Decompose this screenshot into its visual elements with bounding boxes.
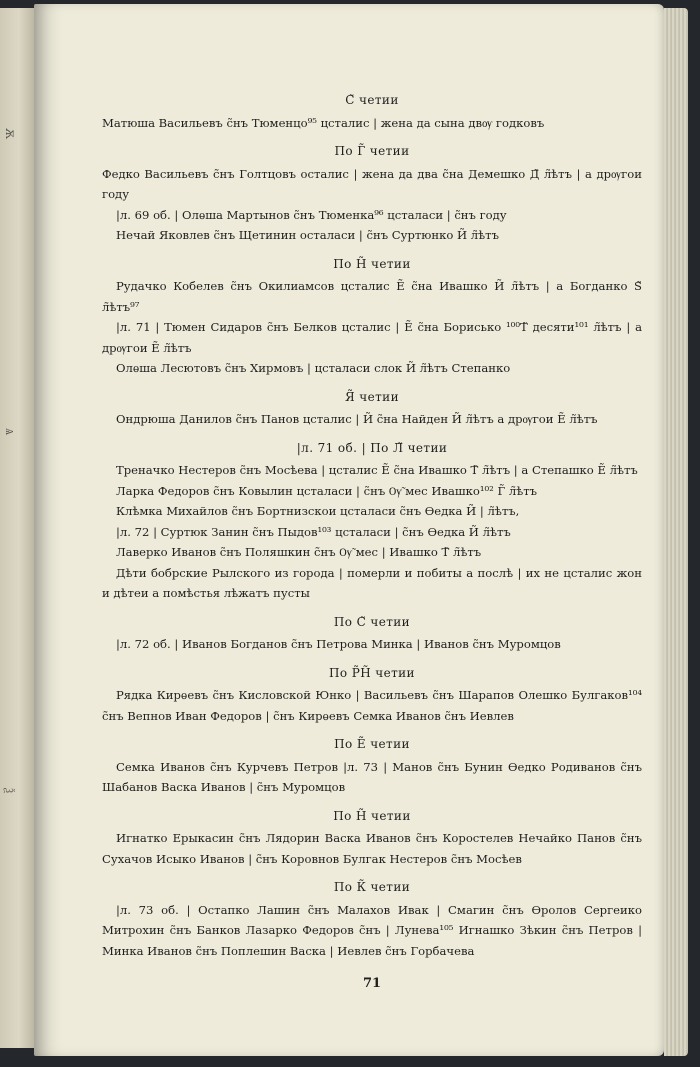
- book-page: [34, 4, 664, 1056]
- section-heading: По С̃ четии: [333, 614, 411, 629]
- text-paragraph: Нечай Яковлев с̃нъ Щетинин осталаси | с̃нъ Суртюнко И̃ л̃ѣтъ: [116, 228, 499, 242]
- page-text: [102, 82, 642, 991]
- section-heading: По Г̃ четии: [334, 144, 410, 158]
- text-paragraph: Матюша Васильевъ с̃нъ Тюменцо⁹⁵ цсталис | жена да сына двѹ годковъ: [102, 115, 545, 130]
- text-paragraph: Треначко Нестеров с̃нъ Мосѣева | цсталис Е̃ с̃на Ивашко Т̃ л̃ѣтъ | а Степашко Е̃ л̃ѣтъ: [116, 463, 638, 477]
- text-paragraph: Семка Иванов с̃нъ Курчевъ Петров |л. 73 | Манов с̃нъ Бунин Ѳедко Родиванов с̃нъ Шабанов Васка Иванов | с̃нъ Муромцов: [102, 759, 642, 794]
- left-page-fragment: Ѯ: [3, 788, 14, 795]
- section-heading: По Н̃ четии: [333, 256, 411, 271]
- section-heading: По К̃ четии: [333, 880, 411, 894]
- section-heading: По Е̃ четии: [334, 737, 410, 751]
- page-stack-edge: [664, 8, 688, 1056]
- section-heading: |л. 71 об. | По Л̃ четии: [296, 440, 448, 455]
- text-paragraph: Федко Васильевъ с̃нъ Голтцовъ осталис | жена да два с̃на Демешко Д̃ л̃ѣтъ | а дрѹгои году: [102, 166, 642, 201]
- text-paragraph: Клѣмка Михайлов с̃нъ Бортнизскои цсталаси с̃нъ Ѳедка И̃ | л̃ѣтъ,: [116, 504, 520, 518]
- text-paragraph: Игнатко Ерыкасин с̃нъ Лядорин Васка Иванов с̃нъ Коростелев Нечайко Панов с̃нъ Сухачов Исыко Иванов | с̃нъ Коровнов Булгак Нестеров с̃нъ Мосѣев: [102, 831, 642, 866]
- left-page-fragment: Ѫ: [3, 128, 14, 141]
- text-paragraph: |л. 71 | Тюмен Сидаров с̃нъ Белков цсталис | Е̃ с̃на Борисько ¹⁰⁰Т̃ десяти¹⁰¹ л̃ѣтъ | а дрѹгои Е̃ л̃ѣтъ: [102, 320, 642, 355]
- section-heading: По Н̃ четии: [333, 808, 411, 823]
- text-paragraph: Ларка Федоров с̃нъ Ковылин цсталаси | с̃нъ Ѹ̃ мес Ивашко¹⁰² Г̃ л̃ѣтъ: [116, 483, 538, 498]
- text-paragraph: Рядка Кирѳевъ с̃нъ Кисловской Юнко | Васильевъ с̃нъ Шарапов Олешко Булгаков¹⁰⁴ с̃нъ Вепнов Иван Федоров | с̃нъ Кирѳевъ Семка Иванов с̃нъ Иевлев: [102, 688, 642, 723]
- text-paragraph: Олѳша Лесютовъ с̃нъ Хирмовъ | цсталаси слок И̃ л̃ѣтъ Степанко: [116, 361, 511, 375]
- previous-page-edge: [0, 8, 35, 1048]
- left-page-fragment: Ѧ: [3, 428, 14, 437]
- text-paragraph: Ондрюша Данилов с̃нъ Панов цсталис | И̃ с̃на Найден И̃ л̃ѣтъ а дрѹгои Е̃ л̃ѣтъ: [116, 412, 598, 426]
- page-number: 71: [362, 976, 382, 991]
- text-paragraph: |л. 72 | Суртюк Занин с̃нъ Пыдов¹⁰³ цсталаси | с̃нъ Ѳедка И̃ л̃ѣтъ: [116, 524, 511, 539]
- section-heading: С̃ четии: [345, 93, 399, 107]
- text-paragraph: Рудачко Кобелев с̃нъ Окилиамсов цсталис Е̃ с̃на Ивашко И̃ л̃ѣтъ | а Богданко Ѕ̃ л̃ѣтъ⁹⁷: [102, 279, 642, 314]
- section-heading: Я̃ четии: [345, 389, 399, 404]
- text-paragraph: Дѣти бобрские Рылского из города | померли и побиты а послѣ | их не цсталис жон и дѣтеи а помѣстья лѣжатъ пусты: [102, 565, 642, 600]
- section-heading: По Р̃Н̃ четии: [329, 665, 415, 680]
- text-paragraph: Лаверко Иванов с̃нъ Поляшкин с̃нъ Ѹ̃ мес | Ивашко Т̃ л̃ѣтъ: [116, 545, 482, 559]
- text-paragraph: |л. 72 об. | Иванов Богданов с̃нъ Петрова Минка | Иванов с̃нъ Муромцов: [116, 637, 561, 651]
- text-paragraph: |л. 73 об. | Остапко Лашин с̃нъ Малахов Ивак | Смагин с̃нъ Ѳролов Сергеико Митрохин с̃нъ Банков Лазарко Федоров с̃нъ | Лунева¹⁰⁵ Игнашко Зѣкин с̃нъ Петров | Минка Иванов с̃нъ Поплешин Васка | Иевлев с̃нъ Горбачева: [102, 902, 642, 958]
- text-paragraph: |л. 69 об. | Олѳша Мартынов с̃нъ Тюменка⁹⁶ цсталаси | с̃нъ году: [116, 207, 507, 222]
